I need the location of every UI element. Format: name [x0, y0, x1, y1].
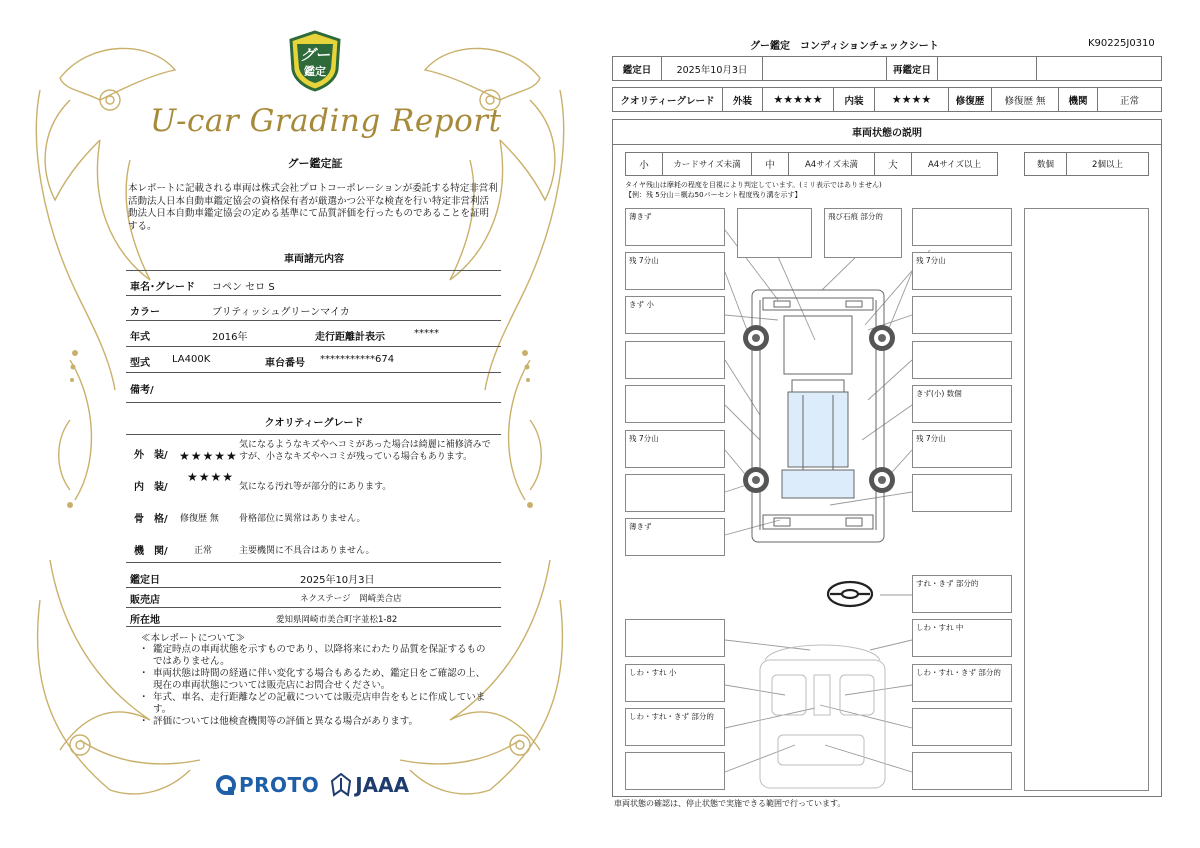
about-item: ・ 年式、車名、走行距離などの記載については販売店申告をもとに作成しています。	[141, 692, 491, 716]
redate-label: 再鑑定日	[886, 56, 938, 81]
damage-box-right: 残 7分山	[912, 252, 1012, 290]
date-label: 鑑定日	[612, 56, 662, 81]
jaaa-logo-text: JAAA	[355, 773, 410, 797]
grade-interior-stars: ★★★★	[874, 87, 949, 112]
footer-logos	[215, 770, 409, 800]
divider	[126, 626, 501, 627]
about-report-list	[141, 644, 491, 728]
damage-box-right	[912, 341, 1012, 379]
exterior-stars: ★★★★★	[179, 449, 238, 463]
model-value: LA400K	[172, 354, 211, 365]
badge-text-kantei: 鑑定	[304, 65, 326, 78]
damage-box-left: 残 7分山	[625, 430, 725, 468]
frame-value: 修復歴 無	[180, 514, 219, 524]
damage-box-right	[912, 208, 1012, 246]
grade-exterior-label: 外装	[722, 87, 763, 112]
about-item: ・ 評価については他検査機関等の評価と異なる場合があります。	[141, 716, 491, 728]
address-label: 所在地	[130, 615, 160, 626]
interior-box-right: すれ・きず 部分的	[912, 575, 1012, 613]
certificate-title: グー鑑定証	[287, 157, 343, 170]
damage-box-left: 残 7分山	[625, 252, 725, 290]
damage-box-left	[625, 474, 725, 512]
damage-box-right: 残 7分山	[912, 430, 1012, 468]
interior-box-left: しわ・すれ・きず 部分的	[625, 708, 725, 746]
divider	[126, 587, 501, 588]
grading-date-label: 鑑定日	[130, 575, 160, 586]
spec-section-title: 車両諸元内容	[284, 254, 344, 265]
goo-kantei-badge-logo	[287, 30, 343, 92]
remarks-label: 備考/	[130, 385, 154, 396]
damage-box-top: 飛び石痕 部分的	[824, 208, 902, 258]
color-label: カラー	[130, 307, 160, 318]
frame-label: 骨 格/	[134, 514, 168, 525]
interior-box-right: しわ・すれ 中	[912, 619, 1012, 657]
car-name-value: コペン セロ S	[212, 282, 275, 293]
divider	[126, 562, 501, 563]
date-value: 2025年10月3日	[661, 56, 763, 81]
engine-label: 機 関/	[134, 546, 168, 557]
mileage-value: *****	[414, 328, 439, 339]
damage-box-top	[737, 208, 812, 258]
legend-small-desc: カードサイズ未満	[662, 152, 752, 176]
damage-box-left	[625, 385, 725, 423]
divider	[126, 607, 501, 608]
sheet-title: グー鑑定 コンディションチェックシート	[750, 41, 939, 52]
interior-stars: ★★★★	[187, 470, 235, 484]
grade-exterior-stars: ★★★★★	[762, 87, 834, 112]
address-value: 愛知県岡崎市美合町字並松1-82	[276, 615, 398, 625]
damage-box-left: 薄きず	[625, 518, 725, 556]
grade-repair-label: 修復歴	[948, 87, 992, 112]
divider	[126, 270, 501, 271]
about-item: ・ 車両状態は時間の経過に伴い変化する場合もあるため、鑑定日をご確認の上、現在の車両状態については販売店にお問合せください。	[141, 668, 491, 692]
interior-box-left: しわ・すれ 小	[625, 664, 725, 702]
legend-medium: 中	[751, 152, 789, 176]
tire-note-2: 【例：残 5分山＝概ね50パーセント程度残り溝を示す】	[625, 191, 802, 199]
interior-box-left	[625, 619, 725, 657]
about-report-title: ≪本レポートについて≫	[141, 633, 246, 644]
interior-label: 内 装/	[134, 482, 168, 493]
chassis-value: ***********674	[320, 354, 395, 365]
sheet-footer-note: 車両状態の確認は、停止状態で実施できる範囲で行っています。	[614, 799, 846, 808]
document-id: K90225J0310	[1088, 38, 1155, 49]
grade-engine-label: 機関	[1058, 87, 1098, 112]
model-label: 型式	[130, 358, 150, 369]
legend-large: 大	[874, 152, 912, 176]
chassis-label: 車台番号	[265, 358, 305, 369]
quality-section-title: クオリティーグレード	[264, 418, 364, 429]
grade-engine-value: 正常	[1097, 87, 1162, 112]
jaaa-logo-mark-icon	[331, 773, 351, 797]
engine-description: 主要機関に不具合はありません。	[239, 546, 375, 556]
year-value: 2016年	[212, 332, 248, 343]
color-value: ブリティッシュグリーンマイカ	[212, 307, 350, 318]
interior-description: 気になる汚れ等が部分的にあります。	[239, 482, 392, 492]
divider	[126, 434, 501, 435]
proto-logo-text: PROTO	[239, 773, 320, 797]
badge-text-goo: グー	[299, 46, 330, 64]
shop-value: ネクステージ 岡崎美合店	[300, 594, 402, 604]
year-label: 年式	[130, 332, 150, 343]
divider	[126, 295, 501, 296]
interior-box-right: しわ・すれ・きず 部分的	[912, 664, 1012, 702]
proto-logo	[215, 773, 319, 797]
condition-check-sheet	[600, 0, 1200, 848]
engine-value: 正常	[194, 546, 213, 556]
legend-count: 数個	[1024, 152, 1067, 176]
damage-box-left	[625, 341, 725, 379]
damage-box-left: きず 小	[625, 296, 725, 334]
legend-medium-desc: A4サイズ未満	[788, 152, 875, 176]
exterior-description: 気になるようなキズやヘコミがあった場合は綺麗に補修済みですが、小さなキズやヘコミが残っている場合もあります。	[239, 440, 491, 462]
exterior-label: 外 装/	[134, 450, 168, 461]
mileage-label: 走行距離計表示	[315, 332, 385, 343]
certificate-intro-text: 本レポートに記載される車両は株式会社プロトコーポレーションが委託する特定非営利活動法人日本自動車鑑定協会の資格保有者が厳選かつ公平な検査を行い特定非営利活動法人日本自動車鑑定協会の定める基準にて品質評価を行ったものであることを証明する。	[128, 183, 498, 232]
damage-box-right: きず(小) 数個	[912, 385, 1012, 423]
divider	[126, 346, 501, 347]
proto-logo-mark-icon	[215, 774, 237, 796]
shop-label: 販売店	[130, 595, 160, 606]
grade-interior-label: 内装	[833, 87, 875, 112]
car-name-label: 車名･グレード	[130, 282, 195, 293]
legend-large-desc: A4サイズ以上	[911, 152, 998, 176]
damage-box-right	[912, 474, 1012, 512]
legend-count-desc: 2個以上	[1066, 152, 1149, 176]
jaaa-logo	[331, 773, 409, 797]
interior-box-right	[912, 708, 1012, 746]
divider	[126, 402, 501, 403]
grade-repair-value: 修復歴 無	[991, 87, 1059, 112]
frame-description: 骨格部位に異常はありません。	[239, 514, 366, 524]
about-item: ・ 鑑定時点の車両状態を示すものであり、以降将来にわたり品質を保証するものではありません。	[141, 644, 491, 668]
legend-small: 小	[625, 152, 663, 176]
damage-box-right	[912, 296, 1012, 334]
vehicle-state-title: 車両状態の説明	[612, 119, 1162, 145]
grading-date-value: 2025年10月3日	[300, 575, 375, 586]
report-script-title: U-car Grading Report	[150, 103, 502, 139]
divider	[126, 372, 501, 373]
divider	[126, 320, 501, 321]
tire-note-1: タイヤ残山は摩耗の程度を目視により判定しています。(ミリ表示ではありません)	[625, 181, 882, 189]
grade-label: クオリティーグレード	[612, 87, 723, 112]
interior-box-left	[625, 752, 725, 790]
damage-box-left: 薄きず	[625, 208, 725, 246]
interior-box-right	[912, 752, 1012, 790]
